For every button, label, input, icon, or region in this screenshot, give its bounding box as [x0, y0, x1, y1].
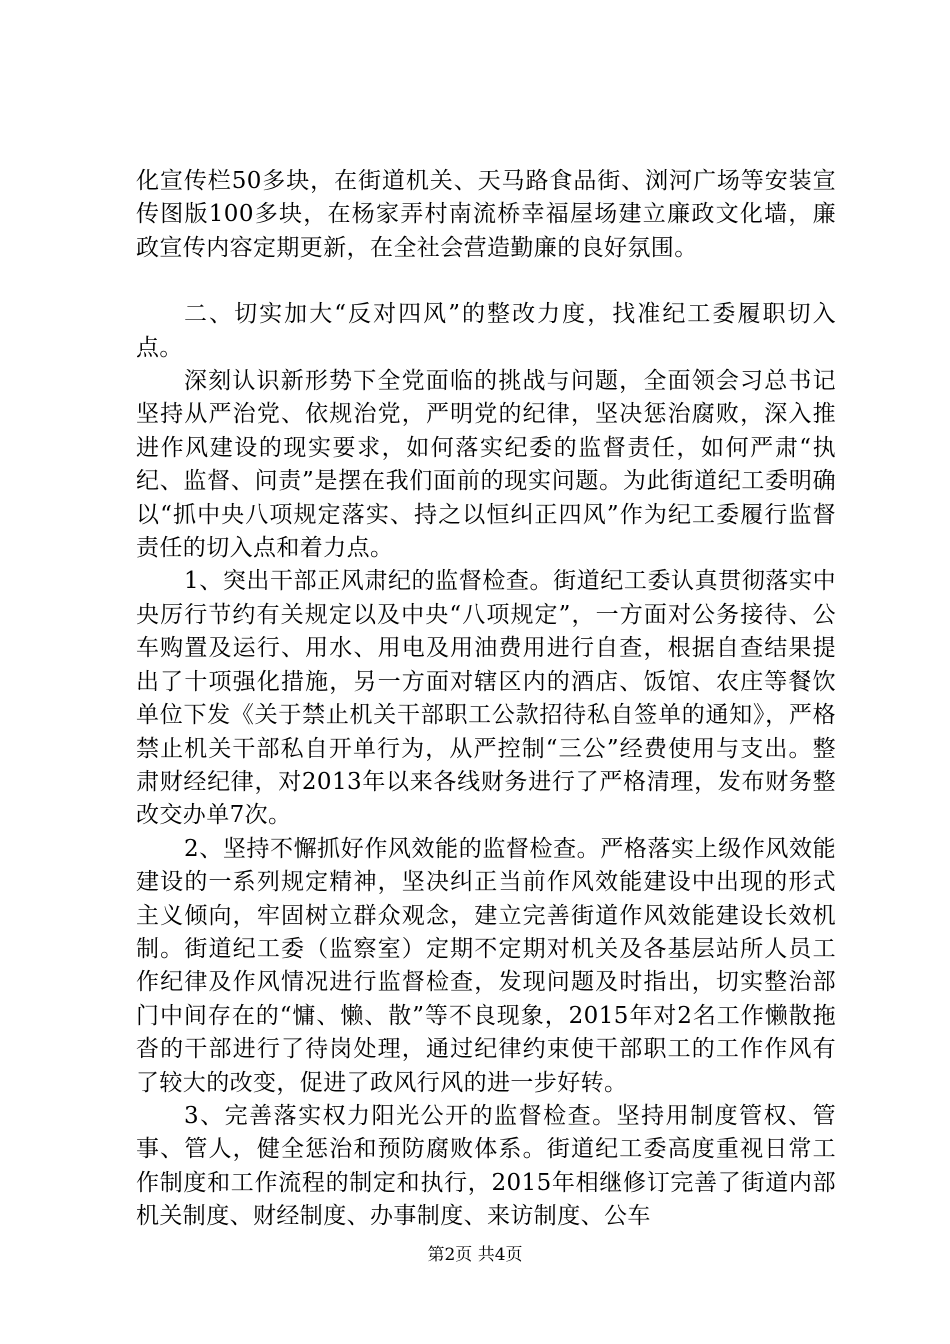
page-number-footer: 第2页 共4页 [427, 1245, 523, 1265]
paragraph-continuation: 化宣传栏50多块，在街道机关、天马路食品街、浏河广场等安装宣传图版100多块，在杨家弄村南流桥幸福屋场建立廉政文化墙，廉政宣传内容定期更新，在全社会营造勤廉的良好氛围。 [136, 168, 836, 261]
paragraph-item-2: 2、坚持不懈抓好作风效能的监督检查。严格落实上级作风效能建设的一系列规定精神，坚决纠正当前作风效能建设中出现的形式主义倾向，牢固树立群众观念，建立完善街道作风效能建设长效机制。街道纪工委（监察室）定期不定期对机关及各基层站所人员工作纪律及作风情况进行监督检查，发现问题及时指出，切实整治部门中间存在的“慵、懒、散”等不良现象，2015年对2名工作懒散拖沓的干部进行了待岗处理，通过纪律约束使干部职工的工作作风有了较大的改变，促进了政风行风的进一步好转。 [136, 835, 836, 1096]
section-heading-two: 二、切实加大“反对四风”的整改力度，找准纪工委履职切入点。 [136, 301, 836, 361]
document-body [136, 165, 836, 1234]
paragraph-item-3: 3、完善落实权力阳光公开的监督检查。坚持用制度管权、管事、管人，健全惩治和预防腐败体系。街道纪工委高度重视日常工作制度和工作流程的制定和执行，2015年相继修订完善了街道内部机关制度、财经制度、办事制度、来访制度、公车 [136, 1102, 836, 1230]
paragraph-item-1: 1、突出干部正风肃纪的监督检查。街道纪工委认真贯彻落实中央厉行节约有关规定以及中央“八项规定”，一方面对公务接待、公车购置及运行、用水、用电及用油费用进行自查，根据自查结果提出了十项强化措施，另一方面对辖区内的酒店、饭馆、农庄等餐饮单位下发《关于禁止机关干部职工公款招待私自签单的通知》，严格禁止机关干部私自开单行为，从严控制“三公”经费使用与支出。整肃财经纪律，对2013年以来各线财务进行了严格清理，发布财务整改交办单7次。 [136, 568, 836, 829]
paragraph-intro: 深刻认识新形势下全党面临的挑战与问题，全面领会习总书记坚持从严治党、依规治党，严明党的纪律，坚决惩治腐败，深入推进作风建设的现实要求，如何落实纪委的监督责任，如何严肃“执纪、监督、问责”是摆在我们面前的现实问题。为此街道纪工委明确以“抓中央八项规定落实、持之以恒纠正四风”作为纪工委履行监督责任的切入点和着力点。 [136, 368, 836, 562]
paragraph-spacer [136, 265, 836, 298]
